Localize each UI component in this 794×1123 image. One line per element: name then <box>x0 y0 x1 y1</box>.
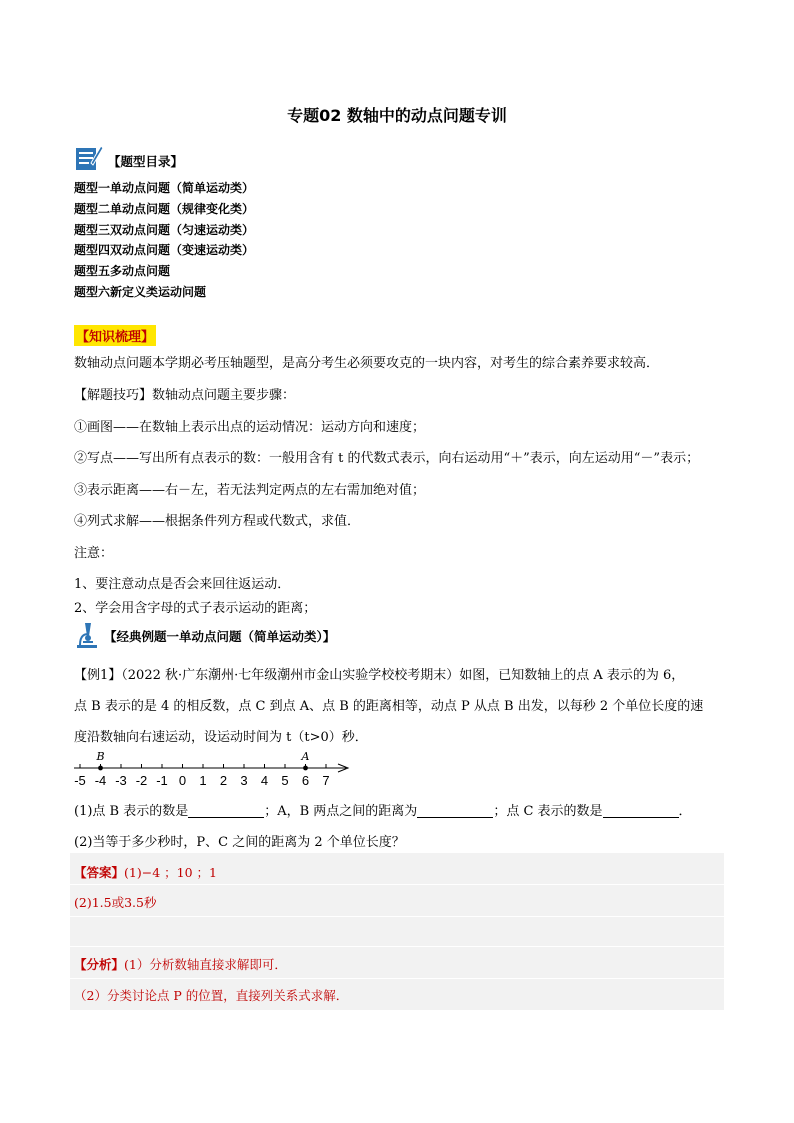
page-title: 专题02 数轴中的动点问题专训 <box>287 106 507 125</box>
answer-blank-2[interactable] <box>417 803 493 818</box>
answer-part-1: (1)−4 ；10 ；1 <box>124 865 217 880</box>
example-line-1: 【例1】（2022 秋·广东潮州·七年级潮州市金山实验学校校考期末）如图，已知数轴上的点 A 表示的为 6， <box>74 668 685 683</box>
answer-part-2: (2)1.5或3.5秒 <box>74 895 157 910</box>
tick-label: 1 <box>199 773 207 788</box>
skill-heading: 【解题技巧】数轴动点问题主要步骤： <box>74 388 296 403</box>
step-2: ②写点——写出所有点表示的数：一般用含有 t 的代数式表示，向右运动用“＋”表示，向左运动用“－”表示； <box>74 451 700 466</box>
example-heading-label: 【经典例题一单动点问题（简单运动类）】 <box>104 629 336 644</box>
example-heading <box>74 620 335 652</box>
answer-label: 【答案】 <box>74 865 125 880</box>
q1-part-c: ；点 C 表示的数是 <box>493 804 603 819</box>
toc-item[interactable]: 题型二单动点问题（规律变化类） <box>74 201 255 216</box>
tick-label: 0 <box>178 773 187 788</box>
tick-label: -4 <box>94 773 107 788</box>
analysis-line-2: （2）分类讨论点 P 的位置，直接列关系式求解． <box>74 988 349 1003</box>
tick-label: -2 <box>135 773 148 788</box>
tick-label: 2 <box>219 773 228 788</box>
step-1: ①画图——在数轴上表示出点的运动情况：运动方向和速度； <box>74 420 426 435</box>
analysis-text-1: (1）分析数轴直接求解即可． <box>124 957 287 972</box>
divider <box>70 916 724 917</box>
answer-blank-3[interactable] <box>603 803 679 818</box>
tick-label: 4 <box>260 773 269 788</box>
note-2: 2、学会用含字母的式子表示运动的距离； <box>74 601 317 616</box>
tick-label: 6 <box>301 773 310 788</box>
toc-item[interactable]: 题型四双动点问题（变速运动类） <box>74 243 255 258</box>
tick-label: -3 <box>115 773 127 788</box>
knowledge-heading: 【知识梳理】 <box>74 325 156 346</box>
q1-part-b: ；A，B 两点之间的距离为 <box>264 804 418 819</box>
tick-label: 3 <box>240 773 248 788</box>
toc-heading-label: 【题型目录】 <box>108 154 184 169</box>
answer-blank-1[interactable] <box>188 803 264 818</box>
example-line-2: 点 B 表示的是 4 的相反数，点 C 到点 A、点 B 的距离相等，动点 P 从点 B 出发，以每秒 2 个单位长度的速 <box>74 699 704 714</box>
note-heading: 注意： <box>74 546 114 561</box>
toc-heading <box>74 143 183 175</box>
toc-item[interactable]: 题型六新定义类运动问题 <box>74 284 207 299</box>
divider <box>70 978 724 979</box>
toc-item[interactable]: 题型一单动点问题（简单运动类） <box>74 181 255 195</box>
toc-item[interactable]: 题型五多动点问题 <box>74 264 171 279</box>
microscope-icon <box>74 620 100 652</box>
analysis-line-1 <box>74 955 287 973</box>
point-label: B <box>96 750 105 763</box>
answer-line-1 <box>74 863 217 881</box>
question-1 <box>74 800 692 819</box>
analysis-label: 【分析】 <box>74 957 125 972</box>
tick-label: 5 <box>281 773 289 788</box>
point-a <box>303 766 308 771</box>
point-b <box>98 766 103 771</box>
toc-list <box>74 178 254 303</box>
q1-part-a: (1)点 B 表示的数是 <box>74 804 189 819</box>
example-line-3: 度沿数轴向右速运动，设运动时间为 t（t>0）秒． <box>74 730 368 745</box>
tick-label: -1 <box>156 773 168 788</box>
divider <box>70 946 724 947</box>
toc-item[interactable]: 题型三双动点问题（匀速运动类） <box>74 222 255 237</box>
tick-label: -5 <box>74 773 86 788</box>
number-line <box>70 746 360 794</box>
notepad-pencil-icon <box>74 142 104 176</box>
q1-part-d: ． <box>678 804 692 819</box>
step-3: ③表示距离——右－左，若无法判定两点的左右需加绝对值； <box>74 483 426 498</box>
point-label: A <box>301 750 310 763</box>
knowledge-intro: 数轴动点问题本学期必考压轴题型，是高分考生必须要攻克的一块内容，对考生的综合素养要求较高． <box>74 356 660 371</box>
note-1: 1、要注意动点是否会来回往返运动． <box>74 577 291 592</box>
divider <box>70 884 724 885</box>
step-4: ④列式求解——根据条件列方程或代数式，求值． <box>74 514 361 529</box>
question-2: (2)当等于多少秒时，P、C 之间的距离为 2 个单位长度？ <box>74 835 405 850</box>
tick-label: 7 <box>322 773 330 788</box>
